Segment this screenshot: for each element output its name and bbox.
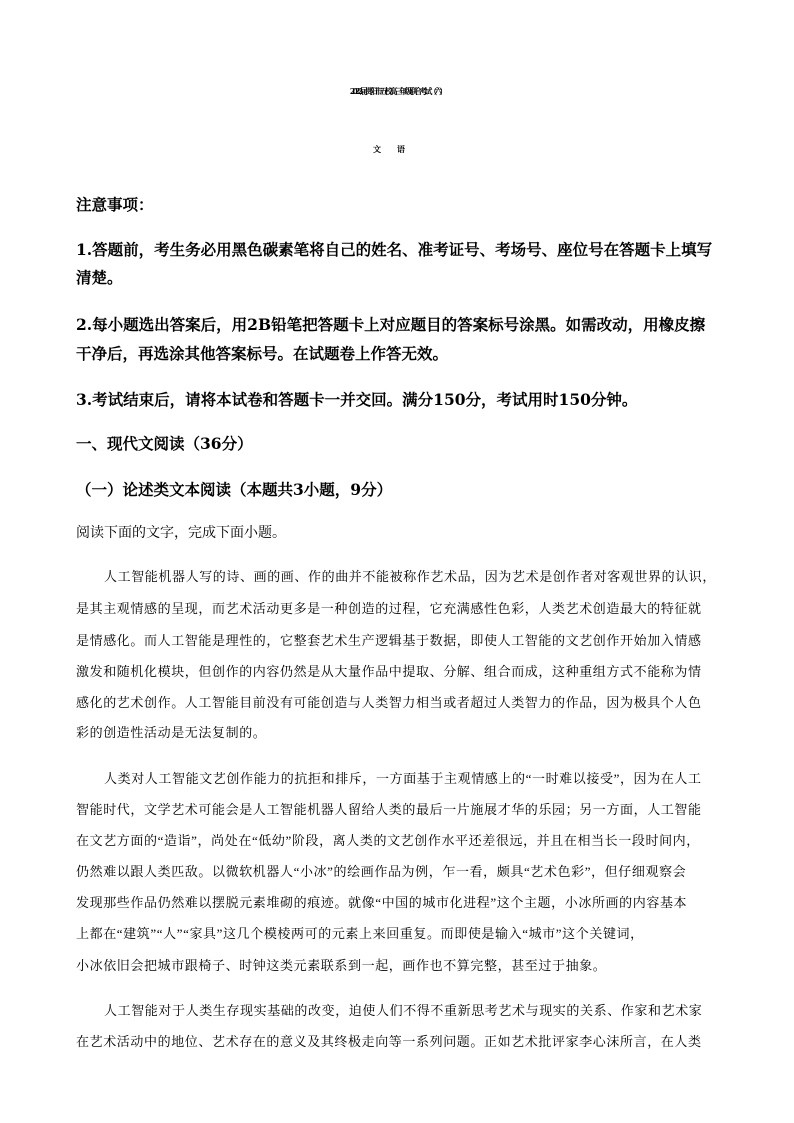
passage-p1-line-6: 彩的创造性活动是无法复制的。 xyxy=(76,725,267,740)
notice-item-2-line-2: 干净后，再选涂其他答案标号。在试题卷上作答无效。 xyxy=(76,344,449,363)
passage-p2-line-6: 上都在“建筑”“人”“家具”这几个模棱两可的元素上来回重复。而即使是输入“城市”这个关键词， xyxy=(76,926,644,941)
passage-p2-line-7: 小冰依旧会把城市跟椅子、时钟这类元素联系到一起，画作也不算完整，甚至过于抽象。 xyxy=(76,958,607,973)
notice-item-1-line-1: 1.答题前，考生务必用黑色碳素笔将自己的姓名、准考证号、考场号、座位号在答题卡上填写 xyxy=(76,240,713,259)
subsection-heading: （一）论述类文本阅读（本题共3小题，9分） xyxy=(76,480,393,499)
notice-item-2-line-1: 2.每小题选出答案后，用2B铅笔把答题卡上对应题目的答案标号涂黑。如需改动，用橡皮擦 xyxy=(76,315,706,334)
section-heading: 一、现代文阅读（36分） xyxy=(76,434,253,453)
passage-p2-line-1: 人类对人工智能文艺创作能力的抗拒和排斥，一方面基于主观情感上的“一时难以接受”，因为在人工 xyxy=(104,771,702,786)
passage-p1-line-5: 感化的艺术创作。人工智能目前没有可能创造与人类智力相当或者超过人类智力的作品，因为极具个人色 xyxy=(76,695,702,710)
passage-p2-line-5: 发现那些作品仍然难以摆脱元素堆砌的痕迹。就像“中国的城市化进程”这个主题，小冰所画的内容基本 xyxy=(76,895,688,910)
notice-item-1-line-2: 清楚。 xyxy=(76,268,123,287)
notice-item-3: 3.考试结束后，请将本试卷和答题卡一并交回。满分150分，考试用时150分钟。 xyxy=(76,390,638,409)
reading-instruction: 阅读下面的文字，完成下面小题。 xyxy=(76,525,286,541)
subject-title xyxy=(0,144,794,155)
passage-p1-line-2: 是其主观情感的呈现，而艺术活动更多是一种创造的过程，它充满感性色彩，人类艺术创造最大的特征就 xyxy=(76,601,702,616)
passage-p2-line-4: 仍然难以跟人类匹敌。以微软机器人“小冰”的绘画作品为例，乍一看，颇具“艺术色彩”，但仔细观察会 xyxy=(76,864,687,879)
passage-p2-line-2: 智能时代，文学艺术可能会是人工智能机器人留给人类的最后一片施展才华的乐园；另一方面，人工智能 xyxy=(76,802,702,817)
passage-p2-line-3: 在文艺方面的“造诣”，尚处在“低幼”阶段，离人类的文艺创作水平还差很远，并且在相当长一段时间内， xyxy=(76,833,700,848)
passage-p1-line-3: 是情感化。而人工智能是理性的，它整套艺术生产逻辑基于数据，即使人工智能的文艺创作开始加入情感 xyxy=(76,633,702,648)
passage-p3-line-1: 人工智能对于人类生存现实基础的改变，迫使人们不得不重新思考艺术与现实的关系、作家和艺术家 xyxy=(104,1003,703,1018)
passage-p1-line-1: 人工智能机器人写的诗、画的画、作的曲并不能被称作艺术品，因为艺术是创作者对客观世界的认识， xyxy=(104,569,717,584)
notice-heading: 注意事项： xyxy=(76,195,154,214)
passage-p3-line-2: 在艺术活动中的地位、艺术存在的意义及其终极走向等一系列问题。正如艺术批评家李心沫所言，在人类 xyxy=(76,1034,702,1049)
page-title: 2022届贵阳市五校高三年级联合考试（六） xyxy=(349,86,445,96)
passage-p1-line-4: 激发和随机化模块，但创作的内容仍然是从大量作品中提取、分解、组合而成，这种重组方式不能称为情 xyxy=(76,664,702,679)
